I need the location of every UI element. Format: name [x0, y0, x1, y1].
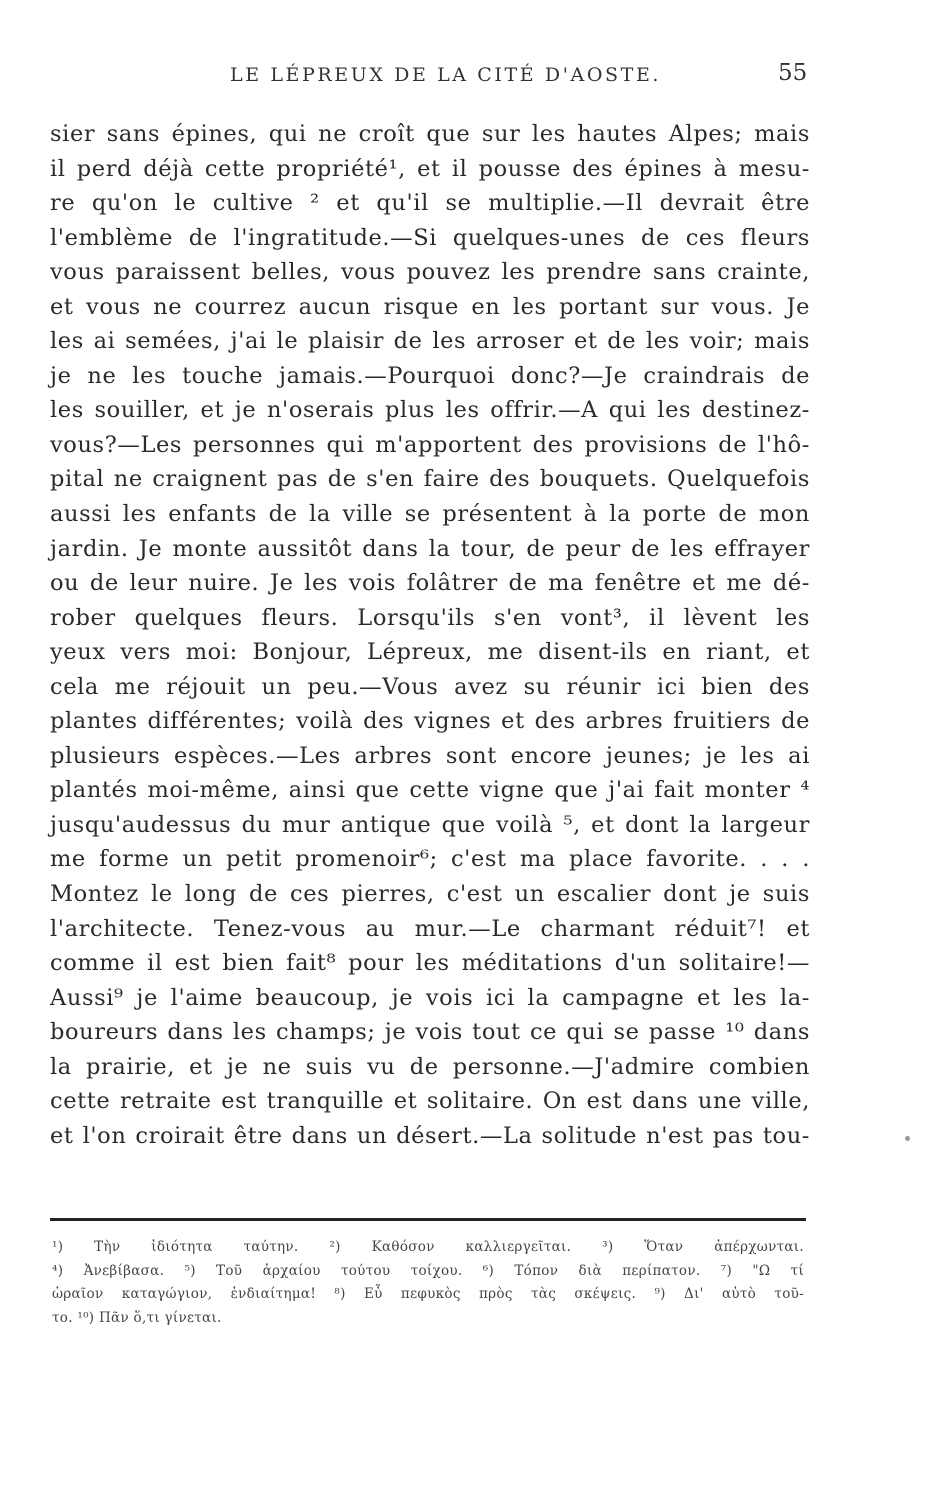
body-line: Aussi⁹ je l'aime beaucoup, je vois ici la campagne et les la-: [50, 984, 810, 1011]
footnote-line: το. ¹⁰) Πᾶν ὅ,τι γίνεται.: [52, 1309, 222, 1326]
body-line: jusqu'audessus du mur antique que voilà ⁵, et dont la largeur: [50, 811, 810, 838]
body-line: re qu'on le cultive ² et qu'il se multiplie.—Il devrait être: [50, 190, 810, 217]
page-number: 55: [778, 60, 808, 86]
body-line: ou de leur nuire. Je les vois folâtrer de ma fenêtre et me dé-: [50, 570, 810, 597]
body-line: boureurs dans les champs; je vois tout ce qui se passe ¹⁰ dans: [50, 1019, 810, 1046]
body-line: la prairie, et je ne suis vu de personne.—J'admire combien: [50, 1053, 810, 1080]
body-line: rober quelques fleurs. Lorsqu'ils s'en vont³, il lèvent les: [50, 604, 810, 631]
footnote-line: ¹) Τὴν ἰδιότητα ταύτην. ²) Καθόσον καλλιεργεῖται. ³) Ὅταν ἀπέρχωνται.: [52, 1239, 804, 1255]
body-line: plantes différentes; voilà des vignes et des arbres fruitiers de: [50, 708, 810, 735]
body-line: cette retraite est tranquille et solitaire. On est dans une ville,: [50, 1088, 810, 1115]
footnote-line: ⁴) Ἀνεβίβασα. ⁵) Τοῦ ἀρχαίου τούτου τοίχου. ⁶) Τόπον διὰ περίπατον. ⁷) "Ω τί: [52, 1262, 804, 1279]
body-line: et vous ne courrez aucun risque en les portant sur vous. Je: [50, 293, 810, 320]
body-line: sier sans épines, qui ne croît que sur les hautes Alpes; mais: [50, 121, 810, 147]
body-line: l'emblème de l'ingratitude.—Si quelques-unes de ces fleurs: [50, 224, 810, 251]
body-line: vous?—Les personnes qui m'apportent des provisions de l'hô-: [50, 431, 810, 458]
body-line: vous paraissent belles, vous pouvez les prendre sans crainte,: [50, 259, 810, 286]
footnote-rule: [50, 1218, 806, 1221]
paper-speck: [905, 1136, 910, 1141]
body-line: yeux vers moi: Bonjour, Lépreux, me disent-ils en riant, et: [50, 639, 810, 666]
body-line: il perd déjà cette propriété¹, et il pousse des épines à mesu-: [50, 155, 810, 182]
body-line: les souiller, et je n'oserais plus les offrir.—A qui les destinez-: [50, 397, 810, 424]
body-line: cela me réjouit un peu.—Vous avez su réunir ici bien des: [50, 673, 810, 700]
body-line: Montez le long de ces pierres, c'est un escalier dont je suis: [50, 881, 810, 908]
body-text: [50, 117, 810, 1153]
body-line: jardin. Je monte aussitôt dans la tour, de peur de les effrayer: [50, 535, 810, 562]
body-line: je ne les touche jamais.—Pourquoi donc?—Je craindrais de: [50, 362, 810, 389]
body-line: aussi les enfants de la ville se présentent à la porte de mon: [50, 501, 810, 528]
footnote-line: ὡραῖον καταγώγιον, ἐνδιαίτημα! ⁸) Εὖ πεφυκὸς πρὸς τὰς σκέψεις. ⁹) Δι' αὐτὸ τοῦ-: [52, 1286, 804, 1302]
body-line: l'architecte. Tenez-vous au mur.—Le charmant réduit⁷! et: [50, 915, 810, 942]
body-line: comme il est bien fait⁸ pour les méditations d'un solitaire!—: [50, 950, 810, 977]
body-line: plantés moi-même, ainsi que cette vigne que j'ai fait monter ⁴: [50, 777, 810, 804]
body-line: et l'on croirait être dans un désert.—La solitude n'est pas tou-: [50, 1122, 810, 1149]
body-line: plusieurs espèces.—Les arbres sont encore jeunes; je les ai: [50, 742, 810, 769]
body-line: me forme un petit promenoir⁶; c'est ma place favorite. . . .: [50, 846, 810, 873]
running-title: LE LÉPREUX DE LA CITÉ D'AOSTE.: [230, 64, 662, 86]
footnotes: [52, 1236, 804, 1330]
body-line: pital ne craignent pas de s'en faire des bouquets. Quelquefois: [50, 466, 810, 493]
body-line: les ai semées, j'ai le plaisir de les arroser et de les voir; mais: [50, 328, 810, 355]
